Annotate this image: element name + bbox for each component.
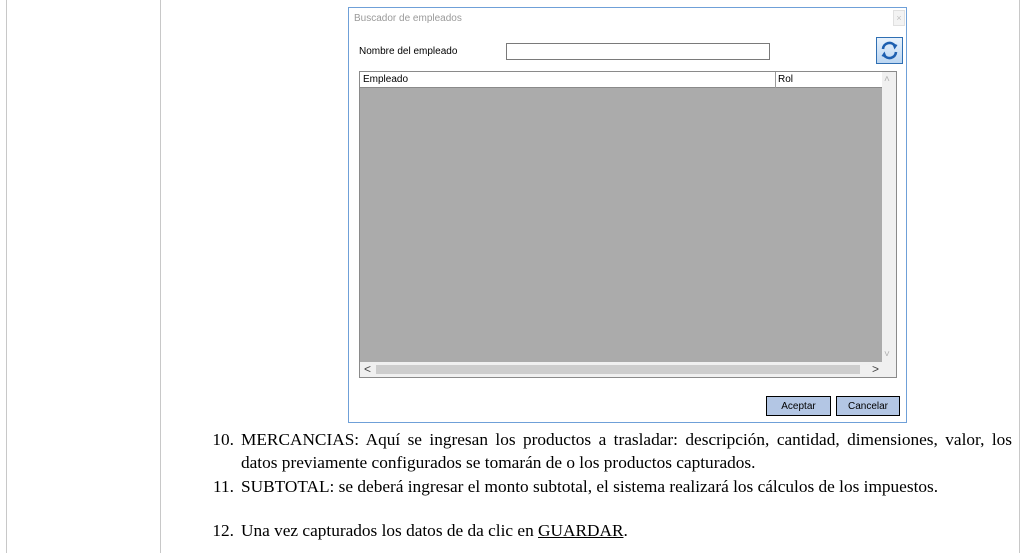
scrollbar-corner	[882, 362, 896, 377]
horizontal-scrollbar[interactable]	[360, 362, 896, 377]
list-item-number: 11.	[213, 477, 234, 496]
column-header-role[interactable]: Rol	[778, 74, 794, 85]
scroll-up-icon[interactable]: ˄	[884, 74, 890, 85]
scroll-right-icon[interactable]: >	[872, 362, 880, 376]
close-button[interactable]: ×	[893, 10, 905, 26]
list-item-text-before: Una vez capturados los datos de da clic en	[241, 521, 539, 540]
grid-header	[360, 72, 884, 88]
employee-name-input[interactable]	[506, 43, 770, 60]
list-item-text: SUBTOTAL: se deberá ingresar el monto subtotal, el sistema realizará los cálculos de los impuestos.	[241, 477, 939, 496]
employee-grid[interactable]	[359, 71, 897, 378]
horizontal-scroll-thumb[interactable]	[376, 365, 860, 374]
list-item-text	[241, 519, 1012, 542]
list-item-text: MERCANCIAS: Aquí se ingresan los productos a trasladar: descripción, cantidad, dimensiones, valor, los datos previamente configurados se tomarán de o los productos capturados.	[241, 430, 1012, 472]
list-item-text-after: .	[623, 521, 628, 540]
list-item-number: 10.	[212, 430, 234, 449]
vertical-scrollbar[interactable]	[882, 72, 896, 363]
scroll-left-icon[interactable]: <	[364, 362, 372, 376]
column-header-employee[interactable]: Empleado	[363, 74, 409, 85]
table-column-divider	[160, 0, 161, 553]
refresh-icon	[879, 40, 900, 61]
scroll-down-icon[interactable]: ˅	[884, 349, 890, 360]
employee-search-dialog	[348, 7, 907, 423]
guardar-link: GUARDAR	[538, 521, 624, 540]
cancel-button[interactable]: Cancelar	[836, 396, 900, 416]
list-item-number: 12.	[212, 521, 234, 540]
employee-name-label: Nombre del empleado	[359, 46, 458, 57]
dialog-title: Buscador de empleados	[354, 13, 462, 24]
column-separator[interactable]	[775, 72, 776, 88]
refresh-button[interactable]	[876, 37, 903, 64]
accept-button[interactable]: Aceptar	[766, 396, 831, 416]
